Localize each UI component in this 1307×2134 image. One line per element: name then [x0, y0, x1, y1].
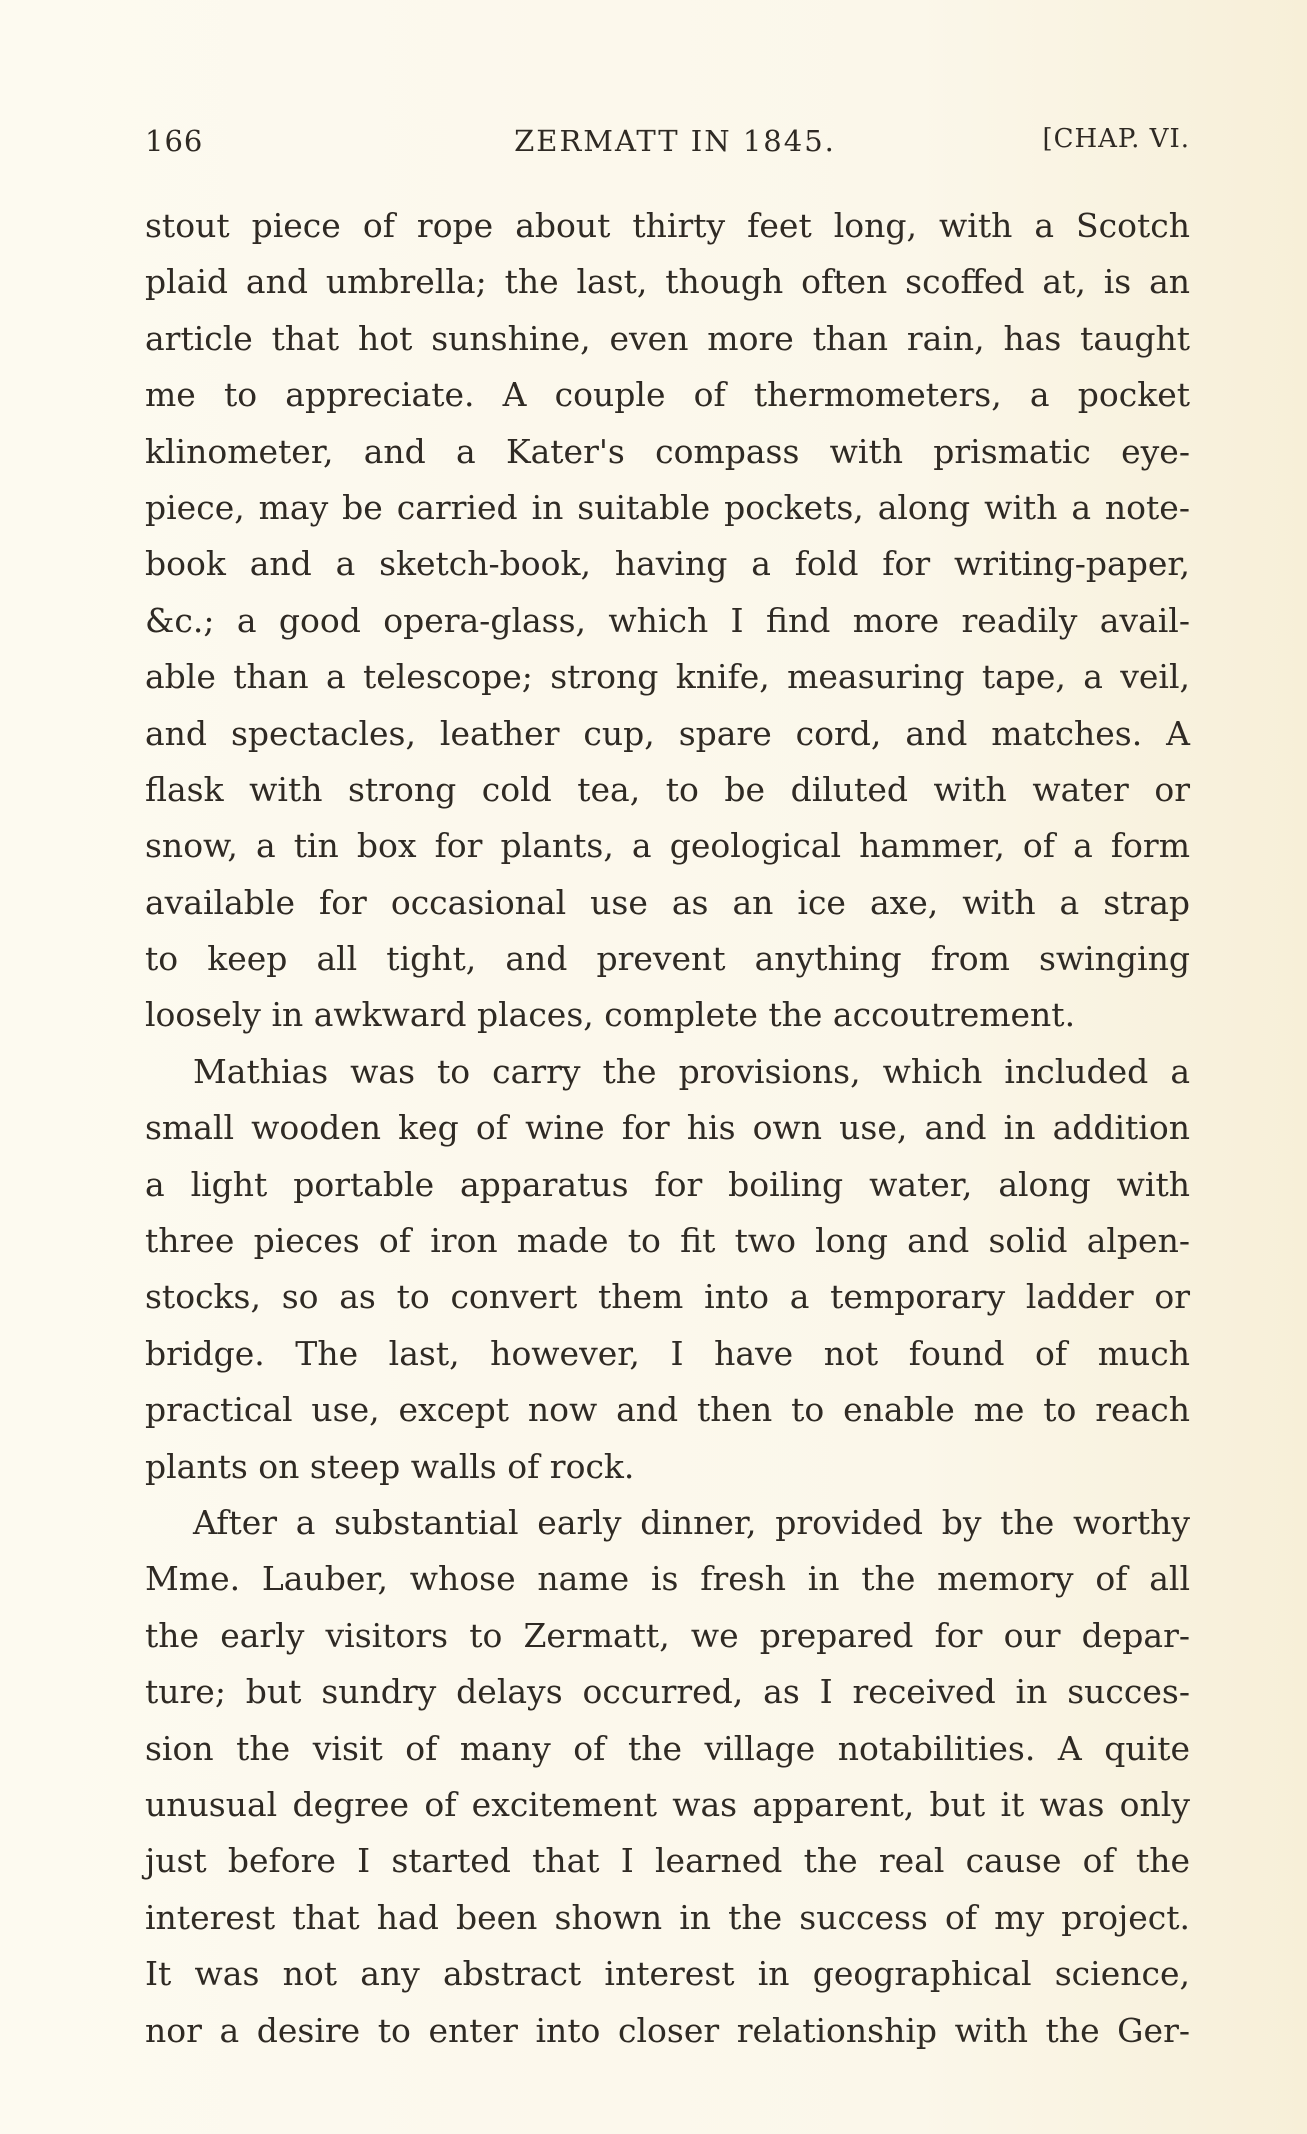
text-line: &c.; a good opera-glass, which I find more readily avail- [145, 600, 1190, 640]
text-line: me to appreciate. A couple of thermometers, a pocket [145, 375, 1190, 415]
text-line: snow, a tin box for plants, a geological hammer, of a form [145, 826, 1190, 866]
text-line: article that hot sunshine, even more than rain, has taught [145, 318, 1190, 358]
text-line: stocks, so as to convert them into a temporary ladder or [145, 1277, 1190, 1317]
text-line: plaid and umbrella; the last, though often scoffed at, is an [145, 262, 1190, 302]
text-line: After a substantial early dinner, provided by the worthy [193, 1502, 1190, 1542]
text-line: ture; but sundry delays occurred, as I received in succes- [145, 1672, 1190, 1712]
text-line: nor a desire to enter into closer relationship with the Ger- [145, 2010, 1190, 2050]
text-line: sion the visit of many of the village notabilities. A quite [145, 1728, 1190, 1768]
text-line: available for occasional use as an ice axe, with a strap [145, 882, 1190, 922]
text-line: small wooden keg of wine for his own use, and in addition [145, 1108, 1190, 1148]
text-line: piece, may be carried in suitable pockets, along with a note- [145, 487, 1190, 527]
text-line: able than a telescope; strong knife, measuring tape, a veil, [145, 657, 1190, 697]
text-line: and spectacles, leather cup, spare cord, and matches. A [145, 713, 1190, 753]
page-header [145, 124, 1190, 164]
text-line: It was not any abstract interest in geographical science, [145, 1954, 1190, 1994]
chapter-marker: [CHAP. VI. [1042, 124, 1190, 154]
text-line: interest that had been shown in the success of my project. [145, 1897, 1190, 1937]
text-line: the early visitors to Zermatt, we prepared for our depar- [145, 1615, 1190, 1655]
page-number: 166 [145, 124, 204, 158]
text-line: Mathias was to carry the provisions, which included a [193, 1051, 1190, 1091]
body-text [145, 198, 1190, 2059]
text-line: book and a sketch-book, having a fold for writing-paper, [145, 544, 1190, 584]
text-line: bridge. The last, however, I have not found of much [145, 1333, 1190, 1373]
text-line: Mme. Lauber, whose name is fresh in the memory of all [145, 1559, 1190, 1599]
text-line: klinometer, and a Kater's compass with prismatic eye- [145, 431, 1190, 471]
text-line: stout piece of rope about thirty feet long, with a Scotch [145, 206, 1190, 245]
text-line: loosely in awkward places, complete the accoutrement. [145, 995, 1076, 1035]
running-title: ZERMATT IN 1845. [514, 124, 836, 158]
text-line: plants on steep walls of rock. [145, 1446, 635, 1486]
text-line: a light portable apparatus for boiling water, along with [145, 1164, 1190, 1204]
text-line: practical use, except now and then to enable me to reach [145, 1390, 1190, 1430]
text-line: flask with strong cold tea, to be diluted with water or [145, 769, 1190, 809]
text-line: three pieces of iron made to fit two long and solid alpen- [145, 1221, 1190, 1261]
text-line: unusual degree of excitement was apparent, but it was only [145, 1784, 1190, 1824]
text-line: to keep all tight, and prevent anything from swinging [145, 939, 1190, 979]
text-line: just before I started that I learned the real cause of the [145, 1841, 1190, 1881]
